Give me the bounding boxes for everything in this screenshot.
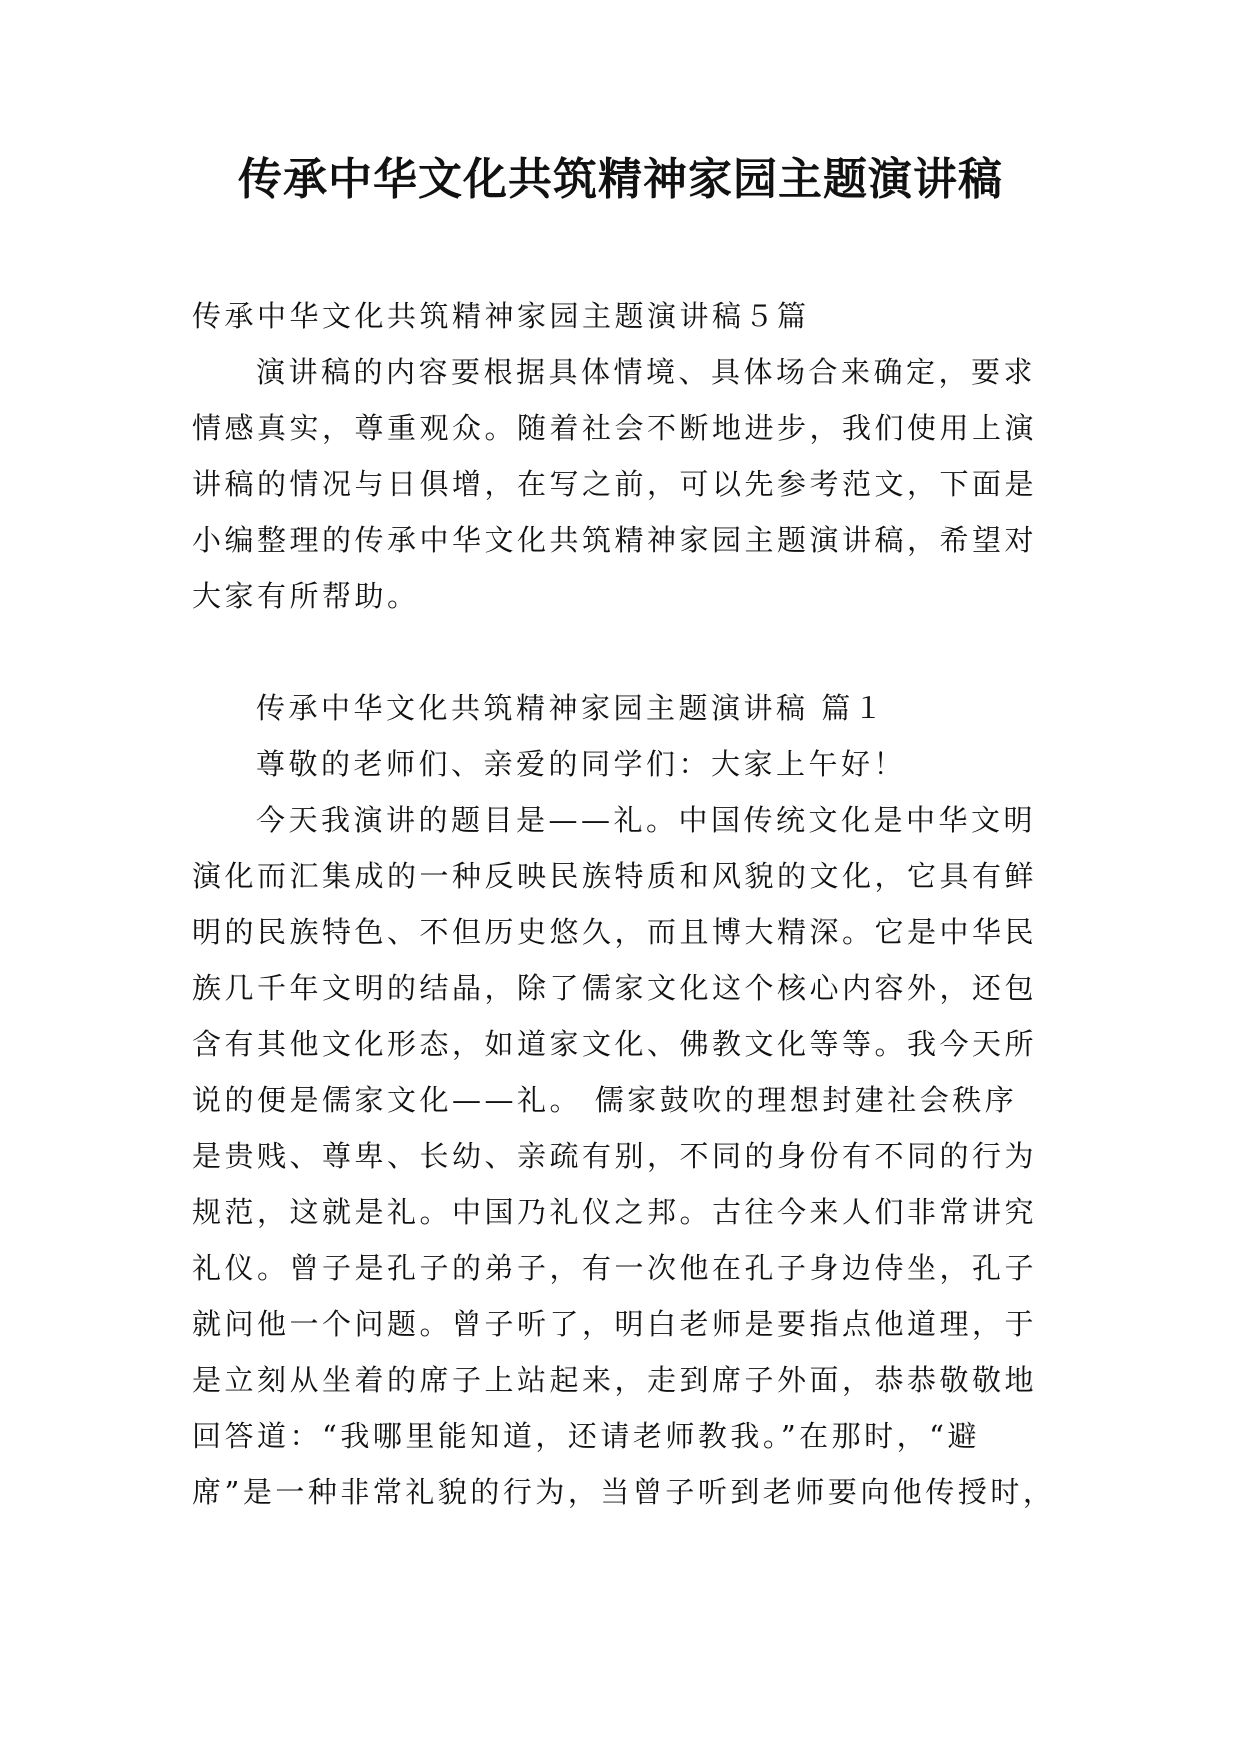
body-line: 族几千年文明的结晶，除了儒家文化这个核心内容外，还包 [192, 971, 1038, 1005]
body-line: 礼仪。曾子是孔子的弟子，有一次他在孔子身边侍坐，孔子 [192, 1251, 1038, 1285]
body-line: 说的便是儒家文化——礼。 儒家鼓吹的理想封建社会秩序 [192, 1083, 1018, 1117]
section-heading: 传承中华文化共筑精神家园主题演讲稿 篇１ [256, 691, 887, 725]
body-line: 今天我演讲的题目是——礼。中国传统文化是中华文明 [256, 803, 1037, 837]
body-line: 是贵贱、尊卑、长幼、亲疏有别，不同的身份有不同的行为 [192, 1139, 1038, 1173]
body-line: 演化而汇集成的一种反映民族特质和风貌的文化，它具有鲜 [192, 859, 1038, 893]
document-title: 传承中华文化共筑精神家园主题演讲稿 [238, 154, 1003, 205]
body-line: 明的民族特色、不但历史悠久，而且博大精深。它是中华民 [192, 915, 1038, 949]
paragraph-gap [192, 624, 1054, 680]
body-line: 是立刻从坐着的席子上站起来，走到席子外面，恭恭敬敬地 [192, 1363, 1038, 1397]
subtitle: 传承中华文化共筑精神家园主题演讲稿５篇 [192, 299, 810, 333]
intro-line: 情感真实，尊重观众。随着社会不断地进步，我们使用上演 [192, 411, 1038, 445]
body-line: 席”是一种非常礼貌的行为，当曾子听到老师要向他传授时， [192, 1475, 1056, 1509]
intro-line: 大家有所帮助。 [192, 579, 420, 613]
body-line: 就问他一个问题。曾子听了，明白老师是要指点他道理，于 [192, 1307, 1038, 1341]
greeting: 尊敬的老师们、亲爱的同学们：大家上午好！ [256, 747, 907, 781]
body-line: 规范，这就是礼。中国乃礼仪之邦。古往今来人们非常讲究 [192, 1195, 1038, 1229]
body-line: 含有其他文化形态，如道家文化、佛教文化等等。我今天所 [192, 1027, 1038, 1061]
intro-line: 演讲稿的内容要根据具体情境、具体场合来确定，要求 [256, 355, 1037, 389]
intro-paragraph [192, 344, 1054, 624]
body-line: 回答道：“我哪里能知道，还请老师教我。”在那时，“避 [192, 1419, 980, 1453]
body-paragraph [192, 792, 1054, 1520]
intro-line: 小编整理的传承中华文化共筑精神家园主题演讲稿，希望对 [192, 523, 1038, 557]
intro-line: 讲稿的情况与日俱增，在写之前，可以先参考范文，下面是 [192, 467, 1038, 501]
document-body [192, 288, 1054, 1520]
